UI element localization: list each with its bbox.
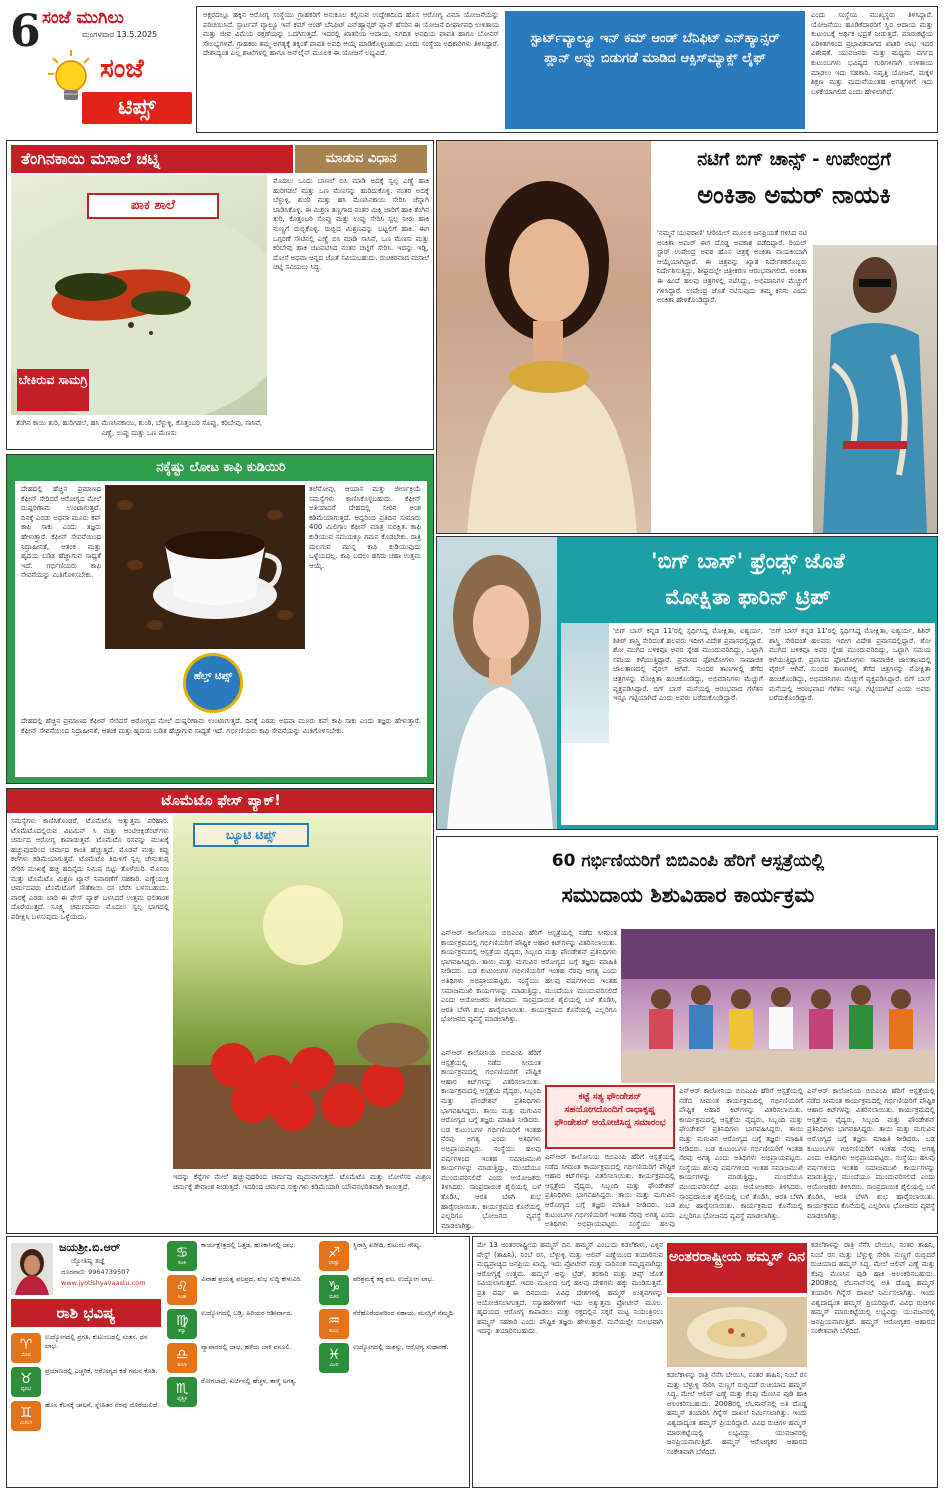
zodiac-name: ಸಿಂಹ — [177, 1294, 187, 1300]
bbmp-section — [436, 836, 938, 1234]
actress2-headline2: ಮೋಕ್ಷಿತಾ ಫಾರಿನ್ ಟ್ರಿಪ್ — [665, 585, 831, 609]
horoscope-sign-4 — [167, 1275, 313, 1305]
actress1-headline1: ನಟಿಗೆ ಬಿಗ್ ಚಾನ್ಸ್ - ಉಪೇಂದ್ರಗೆ — [697, 149, 891, 170]
zodiac-text: ಕಾರ್ಯಕ್ಷೇತ್ರದಲ್ಲಿ ಒತ್ತಡ, ಹಣಕಾಸಿನಲ್ಲಿ ಲಾಭ. — [201, 1241, 296, 1249]
coffee-text-left: ದೇಹದಲ್ಲಿ ಹೆಚ್ಚಿನ ಪ್ರಮಾಣದ ಕೆಫೀನ್ ಸೇರಿದರೆ ಆರೋಗ್ಯದ ಮೇಲೆ ದುಷ್ಪರಿಣಾಮ ಉಂಟಾಗುತ್ತದೆ. ದಿನಕ್ಕೆ ಎರಡು ಅಥವಾ ಮೂರು ಕಪ್ ಕಾಫಿ ಸಾಕು ಎಂದು ತಜ್ಞರು ಹೇಳುತ್ತಾರೆ. ಕೆಫೀನ್ ಸೇವನೆಯಿಂದ ನಿದ್ರಾಹೀನತೆ, ಆತಂಕ ಮತ್ತು ಹೃದಯ ಬಡಿತ ಹೆಚ್ಚಾಗುವ ಸಾಧ್ಯತೆ ಇದೆ. ಗರ್ಭಿಣಿಯರು ಕಾಫಿ ಸೇವನೆಯನ್ನು ಮಿತಿಗೊಳಿಸಬೇಕು. — [21, 485, 101, 580]
top-story-text: ಅಕ್ಷರದಲ್ಲೂ ಹಕ್ಕಿನ ಆರೋಗ್ಯ ಸಂಸ್ಥೆಯು ಗ್ರಾಹಕರಿಗೆ ಅನುಕೂಲ ಕಲ್ಪಿಸುವ ಉದ್ದೇಶದಿಂದ ಹೊಸ ಆರೋಗ್ಯ ವಿಮಾ ಯೋಜನೆಯನ್ನು ಪರಿಚಯಿಸಿದೆ. ಸ್ಟಾರ್ಟಪ್ ವ್ಯಾಲ್ಯೂ ಇನ್ ಕಮ್ ಆಂಡ್ ಬೆನಿಫಿಟ್ ಎನ್‌ಹ್ಯಾನ್ಸರ್ ಪ್ಲಾನ್ ಹೆಸರಿನ ಈ ಯೋಜನೆ ದೀರ್ಘಾವಧಿ ಉಳಿತಾಯ ಮತ್ತು ಜೀವ ವಿಮೆಯ ರಕ್ಷಣೆಯನ್ನು ಒದಗಿಸುತ್ತದೆ. ಇದರಲ್ಲಿ ಖಾತರಿಯ ಆದಾಯ, ನಿಗದಿತ ಅವಧಿಯ ಪಾವತಿ ಹಾಗೂ ಬೋನಸ್ ಸೌಲಭ್ಯಗಳಿವೆ. ಗ್ರಾಹಕರು ತಮ್ಮ ಅಗತ್ಯಕ್ಕೆ ತಕ್ಕಂತೆ ಪಾವತಿ ಅವಧಿ ಆಯ್ಕೆ ಮಾಡಿಕೊಳ್ಳಬಹುದು ಎಂದು ಸಂಸ್ಥೆಯ ಅಧಿಕಾರಿಗಳು ತಿಳಿಸಿದ್ದಾರೆ. ದೇಶಾದ್ಯಂತ ಎಲ್ಲ ಶಾಖೆಗಳಲ್ಲಿ ಹಾಗೂ ಆನ್‌ಲೈನ್ ಮೂಲಕ ಈ ಯೋಜನೆ ಲಭ್ಯವಿದೆ. — [203, 11, 499, 58]
bbmp-callout: ಕಟ್ಟೆ ಸತ್ಯ ಫೌಂಡೇಶನ್ ಸಹಯೋಗದೊಂದಿಗೆ ರಾಧಾಕೃಷ್ಣ ಫೌಂಡೇಶನ್ ಆಯೋಜಿಸಿದ್ದ ಸಮಾರಂಭ — [545, 1085, 675, 1149]
actress2-text-left: 'ಬಿಗ್ ಬಾಸ್ ಕನ್ನಡ 11'ರಲ್ಲಿ ಸ್ಪರ್ಧಿಸಿದ್ದ ಮೋಕ್ಷಿತಾ, ಐಶ್ವರ್ಯ, ಶಿಶಿರ್ ಶಾಸ್ತ್ರಿ ಸೇರಿದಂತೆ ಹಲವರು ಇದೀಗ ವಿದೇಶ ಪ್ರವಾಸದಲ್ಲಿದ್ದಾರೆ. ಶೋ ಮುಗಿದ ಬಳಿಕವೂ ಅವರ ಸ್ನೇಹ ಮುಂದುವರಿದಿದ್ದು, ಒಟ್ಟಾಗಿ ಸಮಯ ಕಳೆಯುತ್ತಿದ್ದಾರೆ. ಪ್ರವಾಸದ ಫೋಟೋಗಳು ಸಾಮಾಜಿಕ ಜಾಲತಾಣದಲ್ಲಿ ವೈರಲ್ ಆಗಿವೆ. ಸುಂದರ ತಾಣಗಳಲ್ಲಿ ತೆಗೆದ ಚಿತ್ರಗಳನ್ನು ಮೋಕ್ಷಿತಾ ಹಂಚಿಕೊಂಡಿದ್ದು, ಅಭಿಮಾನಿಗಳು ಮೆಚ್ಚುಗೆ ವ್ಯಕ್ತಪಡಿಸಿದ್ದಾರೆ. ಬಿಗ್ ಬಾಸ್ ಮನೆಯಲ್ಲಿ ಆರಂಭವಾದ ಗೆಳೆತನ ಇನ್ನೂ ಗಟ್ಟಿಯಾಗಿದೆ ಎಂದು ಅವರು ಬರೆದುಕೊಂಡಿದ್ದಾರೆ. — [613, 627, 763, 703]
issue-date: ಮಂಗಳವಾರ 13.5.2025 — [82, 30, 158, 39]
zodiac-icon — [11, 1333, 41, 1363]
astrology-section — [6, 1236, 470, 1488]
horoscope-sign-9 — [319, 1275, 467, 1305]
zodiac-icon — [319, 1275, 349, 1305]
zodiac-name: ಮೀನ — [329, 1362, 339, 1368]
zodiac-symbol: ♌ — [175, 1279, 189, 1295]
astrologer-phone: ದೂರವಾಣಿ: 9964739507 — [61, 1268, 130, 1276]
ingredients-label: ಬೇಕಿರುವ ಸಾಮಗ್ರಿ — [17, 369, 89, 411]
hummus-photo — [667, 1297, 807, 1367]
tomato-photo — [173, 815, 431, 1169]
recipe-title: ತೆಂಗಿನಕಾಯಿ ಮಸಾಲೆ ಚಟ್ನಿ — [11, 145, 293, 173]
horoscope-sign-11 — [319, 1343, 467, 1373]
zodiac-name: ಧನಸ್ಸು — [328, 1260, 340, 1266]
upendra-photo — [813, 245, 937, 533]
actress1-photo — [437, 141, 651, 534]
hummus-title: ಅಂತರರಾಷ್ಟ್ರೀಯ ಹಮ್ಮಸ್ ದಿನ — [667, 1243, 807, 1293]
recipe-section — [6, 140, 434, 450]
zodiac-text: ಉದ್ಯೋಗದಲ್ಲಿ ಪ್ರಗತಿ, ಕುಟುಂಬದಲ್ಲಿ ಸಂತಸ, ಧನ ಲಾಭ. — [45, 1333, 148, 1350]
horoscope-col1 — [11, 1333, 161, 1435]
coffee-text-bottom: ದೇಹದಲ್ಲಿ ಹೆಚ್ಚಿನ ಪ್ರಮಾಣದ ಕೆಫೀನ್ ಸೇರಿದರೆ ಆರೋಗ್ಯದ ಮೇಲೆ ದುಷ್ಪರಿಣಾಮ ಉಂಟಾಗುತ್ತದೆ. ದಿನಕ್ಕೆ ಎರಡು ಅಥವಾ ಮೂರು ಕಪ್ ಕಾಫಿ ಸಾಕು ಎಂದು ತಜ್ಞರು ಹೇಳುತ್ತಾರೆ. ಕೆಫೀನ್ ಸೇವನೆಯಿಂದ ನಿದ್ರಾಹೀನತೆ, ಆತಂಕ ಮತ್ತು ಹೃದಯ ಬಡಿತ ಹೆಚ್ಚಾಗುವ ಸಾಧ್ಯತೆ ಇದೆ. ಗರ್ಭಿಣಿಯರು ಕಾಫಿ ಸೇವನೆಯನ್ನು ಮಿತಿಗೊಳಿಸಬೇಕು. — [21, 717, 421, 735]
section-title: ಸಂಜೆ — [100, 54, 144, 84]
masthead — [8, 6, 196, 132]
hummus-text-right: ಕಡಲೆಕಾಳನ್ನು ರಾತ್ರಿ ನೆನೆಸಿ ಬೇಯಿಸಿ, ನಂತರ ತಾಹಿನಿ, ನಿಂಬೆ ರಸ ಮತ್ತು ಬೆಳ್ಳುಳ್ಳಿ ಸೇರಿಸಿ ನುಣ್ಣಗೆ ರುಬ್ಬಿದರೆ ರುಚಿಯಾದ ಹಮ್ಮಸ್ ಸಿದ್ಧ. ಮೇಲೆ ಆಲಿವ್ ಎಣ್ಣೆ ಮತ್ತು ಕೆಂಪು ಮೆಣಸಿನ ಪುಡಿ ಹಾಕಿ ಅಲಂಕರಿಸಬಹುದು. 2008ರಲ್ಲಿ ಲೆಬನಾನ್‌ನಲ್ಲಿ ಅತಿ ದೊಡ್ಡ ಹಮ್ಮಸ್ ತಯಾರಿಸಿ ಗಿನ್ನೆಸ್ ದಾಖಲೆ ನಿರ್ಮಿಸಲಾಗಿತ್ತು. ಇಂದು ವಿಶ್ವದಾದ್ಯಂತ ಹಮ್ಮಸ್ ಪ್ರಿಯರಿದ್ದಾರೆ. ವಿವಿಧ ರುಚಿಗಳ ಹಮ್ಮಸ್ ಮಾರುಕಟ್ಟೆಯಲ್ಲಿ ಲಭ್ಯವಿದ್ದು ಯುವಜನರಲ್ಲಿ ಜನಪ್ರಿಯವಾಗುತ್ತಿದೆ. ಹಮ್ಮಸ್ ಆರೋಗ್ಯಕರ ಆಹಾರದ ಸಂಕೇತವಾಗಿ ಬೆಳೆದಿದೆ. — [811, 1241, 935, 1336]
bbmp-text-left: ಎನ್ಆರ್ ಕಾಲೋನಿಯ ಬಿಬಿಎಂಪಿ ಹೆರಿಗೆ ಆಸ್ಪತ್ರೆಯಲ್ಲಿ ನಡೆದ ಸೀಮಂತ ಕಾರ್ಯಕ್ರಮದಲ್ಲಿ ಗರ್ಭಿಣಿಯರಿಗೆ ಪೌಷ್ಟಿಕ ಆಹಾರ ಕಿಟ್‌ಗಳನ್ನು ವಿತರಿಸಲಾಯಿತು. ಕಾರ್ಯಕ್ರಮದಲ್ಲಿ ಆಸ್ಪತ್ರೆಯ ವೈದ್ಯರು, ಸಿಬ್ಬಂದಿ ಮತ್ತು ಫೌಂಡೇಶನ್ ಪ್ರತಿನಿಧಿಗಳು ಭಾಗವಹಿಸಿದ್ದರು. ತಾಯಿ ಮತ್ತು ಮಗುವಿನ ಆರೋಗ್ಯದ ಬಗ್ಗೆ ತಜ್ಞರು ಮಾಹಿತಿ ನೀಡಿದರು. ಬಡ ಕುಟುಂಬಗಳ ಗರ್ಭಿಣಿಯರಿಗೆ ಇಂತಹ ನೆರವು ಅಗತ್ಯ ಎಂದು ಅತಿಥಿಗಳು ಅಭಿಪ್ರಾಯಪಟ್ಟರು. ಸಂಸ್ಥೆಯು ಹಲವು ವರ್ಷಗಳಿಂದ ಇಂತಹ ಸಮಾಜಮುಖಿ ಕಾರ್ಯಗಳನ್ನು ಮಾಡುತ್ತಿದ್ದು, ಮುಂದೆಯೂ ಮುಂದುವರಿಸಲಿದೆ ಎಂದು ಆಯೋಜಕರು ತಿಳಿಸಿದರು. ಸಾಂಪ್ರದಾಯಿಕ ಶೈಲಿಯಲ್ಲಿ ಬಳೆ ತೊಡಿಸಿ, ಆರತಿ ಬೆಳಗಿ ಶುಭ ಹಾರೈಸಲಾಯಿತು. ಕಾರ್ಯಕ್ರಮದ ಕೊನೆಯಲ್ಲಿ ಎಲ್ಲರಿಗೂ ಭೋಜನದ ವ್ಯವಸ್ಥೆ ಮಾಡಲಾಗಿತ್ತು. — [441, 1049, 541, 1230]
page-number: 6 — [10, 6, 41, 57]
zodiac-text: ಉದ್ಯೋಗದಲ್ಲಿ ಯಶಸ್ಸು, ಆರೋಗ್ಯ ಸುಧಾರಣೆ. — [353, 1343, 449, 1351]
zodiac-text: ವ್ಯಾಪಾರದಲ್ಲಿ ಲಾಭ, ಹಳೆಯ ಬಾಕಿ ವಸೂಲಿ. — [201, 1343, 292, 1351]
horoscope-col3 — [319, 1241, 467, 1377]
zodiac-icon — [11, 1401, 41, 1431]
zodiac-symbol: ♊ — [19, 1405, 33, 1421]
zodiac-symbol: ♋ — [175, 1245, 189, 1261]
ingredients-text: ತೆಂಗಿನ ಕಾಯಿ ತುರಿ, ಹುರಿಗಡಲೆ, ಹಸಿ ಮೆಣಸಿನಕಾಯಿ, ಶುಂಠಿ, ಬೆಳ್ಳುಳ್ಳಿ, ಕೊತ್ತಂಬರಿ ಸೊಪ್ಪು, ಕರಿಬೇವು, ಸಾಸಿವೆ, ಎಣ್ಣೆ, ಉಪ್ಪು ಮತ್ತು ಒಣ ಮೆಣಸು — [15, 419, 263, 437]
bbmp-text-mid: ಎನ್ಆರ್ ಕಾಲೋನಿಯ ಬಿಬಿಎಂಪಿ ಹೆರಿಗೆ ಆಸ್ಪತ್ರೆಯಲ್ಲಿ ನಡೆದ ಸೀಮಂತ ಕಾರ್ಯಕ್ರಮದಲ್ಲಿ ಗರ್ಭಿಣಿಯರಿಗೆ ಪೌಷ್ಟಿಕ ಆಹಾರ ಕಿಟ್‌ಗಳನ್ನು ವಿತರಿಸಲಾಯಿತು. ಕಾರ್ಯಕ್ರಮದಲ್ಲಿ ಆಸ್ಪತ್ರೆಯ ವೈದ್ಯರು, ಸಿಬ್ಬಂದಿ ಮತ್ತು ಫೌಂಡೇಶನ್ ಪ್ರತಿನಿಧಿಗಳು ಭಾಗವಹಿಸಿದ್ದರು. ತಾಯಿ ಮತ್ತು ಮಗುವಿನ ಆರೋಗ್ಯದ ಬಗ್ಗೆ ತಜ್ಞರು ಮಾಹಿತಿ ನೀಡಿದರು. ಬಡ ಕುಟುಂಬಗಳ ಗರ್ಭಿಣಿಯರಿಗೆ ಇಂತಹ ನೆರವು ಅಗತ್ಯ ಎಂದು ಅತಿಥಿಗಳು ಅಭಿಪ್ರಾಯಪಟ್ಟರು. ಸಂಸ್ಥೆಯು ಹಲವು — [545, 1153, 675, 1229]
bbmp-text-right: ಎನ್ಆರ್ ಕಾಲೋನಿಯ ಬಿಬಿಎಂಪಿ ಹೆರಿಗೆ ಆಸ್ಪತ್ರೆಯಲ್ಲಿ ನಡೆದ ಸೀಮಂತ ಕಾರ್ಯಕ್ರಮದಲ್ಲಿ ಗರ್ಭಿಣಿಯರಿಗೆ ಪೌಷ್ಟಿಕ ಆಹಾರ ಕಿಟ್‌ಗಳನ್ನು ವಿತರಿಸಲಾಯಿತು. ಕಾರ್ಯಕ್ರಮದಲ್ಲಿ ಆಸ್ಪತ್ರೆಯ ವೈದ್ಯರು, ಸಿಬ್ಬಂದಿ ಮತ್ತು ಫೌಂಡೇಶನ್ ಪ್ರತಿನಿಧಿಗಳು ಭಾಗವಹಿಸಿದ್ದರು. ತಾಯಿ ಮತ್ತು ಮಗುವಿನ ಆರೋಗ್ಯದ ಬಗ್ಗೆ ತಜ್ಞರು ಮಾಹಿತಿ ನೀಡಿದರು. ಬಡ ಕುಟುಂಬಗಳ ಗರ್ಭಿಣಿಯರಿಗೆ ಇಂತಹ ನೆರವು ಅಗತ್ಯ ಎಂದು ಅತಿಥಿಗಳು ಅಭಿಪ್ರಾಯಪಟ್ಟರು. ಸಂಸ್ಥೆಯು ಹಲವು ವರ್ಷಗಳಿಂದ ಇಂತಹ ಸಮಾಜಮುಖಿ ಕಾರ್ಯಗಳನ್ನು ಮಾಡುತ್ತಿದ್ದು, ಮುಂದೆಯೂ ಮುಂದುವರಿಸಲಿದೆ ಎಂದು ಆಯೋಜಕರು ತಿಳಿಸಿದರು. ಸಾಂಪ್ರದಾಯಿಕ ಶೈಲಿಯಲ್ಲಿ ಬಳೆ ತೊಡಿಸಿ, ಆರತಿ ಬೆಳಗಿ ಶುಭ ಹಾರೈಸಲಾಯಿತು. ಕಾರ್ಯಕ್ರಮದ ಕೊನೆಯಲ್ಲಿ ಎಲ್ಲರಿಗೂ ಭೋಜನದ ವ್ಯವಸ್ಥೆ ಮಾಡಲಾಗಿತ್ತು. — [807, 1087, 935, 1220]
tomato-title: ಟೊಮೆಟೊ ಫೇಸ್ ಪ್ಯಾಕ್! — [7, 789, 434, 813]
zodiac-icon — [167, 1309, 197, 1339]
zodiac-icon — [11, 1367, 41, 1397]
zodiac-text: ಸ್ಥಿರಾಸ್ತಿ ಖರೀದಿ, ಕುಟುಂಬ ಸೌಖ್ಯ. — [353, 1241, 422, 1249]
horoscope-sign-2 — [11, 1401, 161, 1431]
tomato-section — [6, 788, 434, 1234]
actress2-section — [436, 536, 938, 830]
top-story-headline: ಸ್ಟಾರ್ಟ್‌ವ್ಯಾಲ್ಯೂ ಇನ್ ಕಮ್ ಆಂಡ್ ಬೆನಿಫಿಟ್ ಎನ್‌ಹ್ಯಾನ್ಸರ್ ಪ್ಲಾನ್ ಅನ್ನು ಬಿಡುಗಡೆ ಮಾಡಿದ ಆಕ್ಸಿಸ್‌ಮ್ಯಾಕ್ಸ್ ಲೈಫ್ — [505, 11, 805, 129]
zodiac-text: ಉದ್ಯೋಗದಲ್ಲಿ ಬಡ್ತಿ, ಹಿರಿಯರ ಆಶೀರ್ವಾದ. — [201, 1309, 293, 1317]
zodiac-name: ಮೇಷ — [21, 1352, 31, 1358]
zodiac-symbol: ♏ — [175, 1381, 189, 1397]
horoscope-sign-6 — [167, 1343, 313, 1373]
horoscope-sign-0 — [11, 1333, 161, 1363]
zodiac-name: ಕನ್ಯಾ — [178, 1328, 186, 1334]
actress2-photo-inset — [561, 623, 609, 743]
tomato-text: ಸಮಸ್ಯೆಗಳು ಕಾಣಿಸಿಕೊಂಡರೆ, ಟೊಮೆಟೊ ಅತ್ಯುತ್ತಮ ಪರಿಹಾರ. ಟೊಮೆಟೊದಲ್ಲಿರುವ ವಿಟಮಿನ್ ಸಿ ಮತ್ತು ಆಂಟಿಆಕ್ಸಿಡೆಂಟ್‌ಗಳು ಚರ್ಮದ ಆರೋಗ್ಯ ಕಾಪಾಡುತ್ತವೆ. ಟೊಮೆಟೊ ರಸವನ್ನು ಮುಖಕ್ಕೆ ಹಚ್ಚುವುದರಿಂದ ಚರ್ಮದ ಕಾಂತಿ ಹೆಚ್ಚುತ್ತದೆ. ಮೊಡವೆ ಮತ್ತು ಕಪ್ಪು ಕಲೆಗಳು ಕಡಿಮೆಯಾಗುತ್ತವೆ. ಟೊಮೆಟೊ ತಿರುಳಿಗೆ ಸ್ವಲ್ಪ ಜೇನುತುಪ್ಪ ಸೇರಿಸಿ ಮುಖಕ್ಕೆ ಹಚ್ಚಿ ಹದಿನೈದು ನಿಮಿಷ ಬಿಟ್ಟು ತೊಳೆಯಿರಿ. ಮೊಸರು ಮತ್ತು ಟೊಮೆಟೊ ಮಿಶ್ರಣ ಟ್ಯಾನ್ ನಿವಾರಣೆಗೆ ಸಹಕಾರಿ. ಎಣ್ಣೆಯುಕ್ತ ಚರ್ಮದವರು ಟೊಮೆಟೊಗೆ ಸೌತೆಕಾಯಿ ರಸ ಬೆರೆಸಿ ಬಳಸಬಹುದು. ವಾರಕ್ಕೆ ಎರಡು ಬಾರಿ ಈ ಫೇಸ್ ಪ್ಯಾಕ್ ಬಳಸಿದರೆ ಉತ್ತಮ ಫಲಿತಾಂಶ ದೊರೆಯುತ್ತದೆ. ಸೂಕ್ಷ್ಮ ಚರ್ಮದವರು ಮೊದಲು ಸ್ವಲ್ಪ ಭಾಗದಲ್ಲಿ ಪರೀಕ್ಷಿಸಿ ಬಳಸುವುದು ಒಳ್ಳೆಯದು. — [11, 817, 169, 921]
actress1-text: 'ನಮ್ಮನೆ ಯುವರಾಣಿ' ಸೀರಿಯಲ್ ಮೂಲಕ ಜನಪ್ರಿಯತೆ ಗಳಿಸಿದ ನಟಿ ಅಂಕಿತಾ ಅಮರ್ ಈಗ ದೊಡ್ಡ ಅವಕಾಶ ಪಡೆದಿದ್ದಾರೆ. ರಿಯಲ್ ಸ್ಟಾರ್ ಉಪೇಂದ್ರ ಅವರ ಹೊಸ ಚಿತ್ರಕ್ಕೆ ಅಂಕಿತಾ ನಾಯಕಿಯಾಗಿ ಆಯ್ಕೆಯಾಗಿದ್ದಾರೆ. ಈ ಚಿತ್ರವನ್ನು ಖ್ಯಾತ ನಿರ್ದೇಶಕರೊಬ್ಬರು ನಿರ್ದೇಶಿಸುತ್ತಿದ್ದು, ಶೀಘ್ರದಲ್ಲೇ ಚಿತ್ರೀಕರಣ ಆರಂಭವಾಗಲಿದೆ. ಅಂಕಿತಾ ಈ ಹಿಂದೆ ಹಲವು ಚಿತ್ರಗಳಲ್ಲಿ ನಟಿಸಿದ್ದು, ಅಭಿಮಾನಿಗಳ ಮೆಚ್ಚುಗೆ ಗಳಿಸಿದ್ದಾರೆ. ಉಪೇಂದ್ರ ಜೊತೆ ನಟಿಸುವುದು ತಮ್ಮ ಕನಸು ಎಂದು ಅಂಕಿತಾ ಹೇಳಿಕೊಂಡಿದ್ದಾರೆ. — [657, 229, 807, 305]
zodiac-name: ವೃಶ್ಚಿಕ — [177, 1396, 187, 1402]
hummus-text-mid: ಕಡಲೆಕಾಳನ್ನು ರಾತ್ರಿ ನೆನೆಸಿ ಬೇಯಿಸಿ, ನಂತರ ತಾಹಿನಿ, ನಿಂಬೆ ರಸ ಮತ್ತು ಬೆಳ್ಳುಳ್ಳಿ ಸೇರಿಸಿ ನುಣ್ಣಗೆ ರುಬ್ಬಿದರೆ ರುಚಿಯಾದ ಹಮ್ಮಸ್ ಸಿದ್ಧ. ಮೇಲೆ ಆಲಿವ್ ಎಣ್ಣೆ ಮತ್ತು ಕೆಂಪು ಮೆಣಸಿನ ಪುಡಿ ಹಾಕಿ ಅಲಂಕರಿಸಬಹುದು. 2008ರಲ್ಲಿ ಲೆಬನಾನ್‌ನಲ್ಲಿ ಅತಿ ದೊಡ್ಡ ಹಮ್ಮಸ್ ತಯಾರಿಸಿ ಗಿನ್ನೆಸ್ ದಾಖಲೆ ನಿರ್ಮಿಸಲಾಗಿತ್ತು. ಇಂದು ವಿಶ್ವದಾದ್ಯಂತ ಹಮ್ಮಸ್ ಪ್ರಿಯರಿದ್ದಾರೆ. ವಿವಿಧ ರುಚಿಗಳ ಹಮ್ಮಸ್ ಮಾರುಕಟ್ಟೆಯಲ್ಲಿ ಲಭ್ಯವಿದ್ದು ಯುವಜನರಲ್ಲಿ ಜನಪ್ರಿಯವಾಗುತ್ತಿದೆ. ಹಮ್ಮಸ್ ಆರೋಗ್ಯಕರ ಆಹಾರದ ಸಂಕೇತವಾಗಿ ಬೆಳೆದಿದೆ. — [667, 1371, 807, 1456]
astrologer-role: ಜ್ಯೋತಿಷ್ಯ ತಜ್ಞೆ — [71, 1257, 105, 1265]
zodiac-text: ನೆರೆಹೊರೆಯವರಿಂದ ಸಹಾಯ, ಮನಸ್ಸಿಗೆ ನೆಮ್ಮದಿ. — [353, 1309, 455, 1317]
zodiac-name: ವೃಷಭ — [20, 1386, 32, 1392]
zodiac-symbol: ♉ — [19, 1371, 33, 1387]
zodiac-name: ಕಟಕ — [178, 1260, 186, 1266]
coffee-title: ನಕ್ಕೆಷ್ಟು ಲೋಟ ಕಾಫಿ ಕುಡಿಯಿರಿ — [156, 460, 286, 475]
section-subtitle: ಟಿಪ್ಸ್ — [82, 92, 192, 124]
actress1-section — [436, 140, 938, 534]
actress2-text-right: 'ಬಿಗ್ ಬಾಸ್ ಕನ್ನಡ 11'ರಲ್ಲಿ ಸ್ಪರ್ಧಿಸಿದ್ದ ಮೋಕ್ಷಿತಾ, ಐಶ್ವರ್ಯ, ಶಿಶಿರ್ ಶಾಸ್ತ್ರಿ ಸೇರಿದಂತೆ ಹಲವರು ಇದೀಗ ವಿದೇಶ ಪ್ರವಾಸದಲ್ಲಿದ್ದಾರೆ. ಶೋ ಮುಗಿದ ಬಳಿಕವೂ ಅವರ ಸ್ನೇಹ ಮುಂದುವರಿದಿದ್ದು, ಒಟ್ಟಾಗಿ ಸಮಯ ಕಳೆಯುತ್ತಿದ್ದಾರೆ. ಪ್ರವಾಸದ ಫೋಟೋಗಳು ಸಾಮಾಜಿಕ ಜಾಲತಾಣದಲ್ಲಿ ವೈರಲ್ ಆಗಿವೆ. ಸುಂದರ ತಾಣಗಳಲ್ಲಿ ತೆಗೆದ ಚಿತ್ರಗಳನ್ನು ಮೋಕ್ಷಿತಾ ಹಂಚಿಕೊಂಡಿದ್ದು, ಅಭಿಮಾನಿಗಳು ಮೆಚ್ಚುಗೆ ವ್ಯಕ್ತಪಡಿಸಿದ್ದಾರೆ. ಬಿಗ್ ಬಾಸ್ ಮನೆಯಲ್ಲಿ ಆರಂಭವಾದ ಗೆಳೆತನ ಇನ್ನೂ ಗಟ್ಟಿಯಾಗಿದೆ ಎಂದು ಅವರು ಬರೆದುಕೊಂಡಿದ್ದಾರೆ. — [769, 627, 931, 703]
zodiac-text: ಹೊಸ ಕೆಲಸಕ್ಕೆ ಚಾಲನೆ, ಸ್ನೇಹಿತರ ನೆರವು ದೊರೆಯಲಿದೆ. — [45, 1401, 160, 1409]
bbmp-headline1: 60 ಗರ್ಭಿಣಿಯರಿಗೆ ಬಿಬಿಎಂಪಿ ಹೆರಿಗೆ ಆಸ್ಪತ್ರೆಯಲ್ಲಿ — [551, 851, 825, 871]
horoscope-col2 — [167, 1241, 313, 1411]
zodiac-icon — [319, 1343, 349, 1373]
hummus-text-left: ಮೇ 13 ಅಂತರರಾಷ್ಟ್ರೀಯ ಹಮ್ಮಸ್ ದಿನ. ಹಮ್ಮಸ್ ಎಂಬುದು ಕಡಲೆಕಾಳು, ಎಳ್ಳಿನ ಪೇಸ್ಟ್ (ತಾಹಿನಿ), ನಿಂಬೆ ರಸ, ಬೆಳ್ಳುಳ್ಳಿ ಮತ್ತು ಆಲಿವ್ ಎಣ್ಣೆಯಿಂದ ತಯಾರಿಸುವ ಮಧ್ಯಪ್ರಾಚ್ಯದ ಜನಪ್ರಿಯ ಖಾದ್ಯ. ಇದು ಪ್ರೋಟೀನ್ ಮತ್ತು ನಾರಿನಂಶ ಸಮೃದ್ಧವಾಗಿದ್ದು ಆರೋಗ್ಯಕ್ಕೆ ಉತ್ತಮ. ಹಮ್ಮಸ್ ಅನ್ನು ಬ್ರೆಡ್, ತರಕಾರಿ ಮತ್ತು ಚಿಪ್ಸ್ ಜೊತೆ ಸವಿಯಲಾಗುತ್ತದೆ. ಇದರ ಮೂಲದ ಬಗ್ಗೆ ಹಲವು ದೇಶಗಳು ಹಕ್ಕು ಮಂಡಿಸುತ್ತವೆ. ಪ್ರತಿ ವರ್ಷ ಈ ದಿನದಂದು ವಿವಿಧ ದೇಶಗಳಲ್ಲಿ ಹಮ್ಮಸ್ ಉತ್ಸವಗಳನ್ನು ಆಯೋಜಿಸಲಾಗುತ್ತದೆ. ಸಸ್ಯಾಹಾರಿಗಳಿಗೆ ಇದು ಅತ್ಯುತ್ತಮ ಪ್ರೋಟೀನ್ ಮೂಲ. ಹೃದಯದ ಆರೋಗ್ಯ ಕಾಪಾಡಲು ಮತ್ತು ರಕ್ತದಲ್ಲಿನ ಸಕ್ಕರೆ ಮಟ್ಟ ನಿಯಂತ್ರಿಸಲು ಹಮ್ಮಸ್ ಸಹಕಾರಿ ಎಂದು ಪೌಷ್ಟಿಕ ತಜ್ಞರು ಹೇಳುತ್ತಾರೆ. ಮನೆಯಲ್ಲೇ ಸುಲಭವಾಗಿ ಇದನ್ನು ತಯಾರಿಸಬಹುದು. — [477, 1241, 663, 1336]
method-label: ಮಾಡುವ ವಿಧಾನ — [295, 145, 427, 173]
coffee-text-right: ತಲೆನೋವು, ಆಯಾಸ ಮತ್ತು ಜೀರ್ಣಕ್ರಿಯೆ ಸಮಸ್ಯೆಗಳು ಕಾಣಿಸಿಕೊಳ್ಳಬಹುದು. ಕೆಫೀನ್ ಅತಿಯಾದರೆ ದೇಹದಲ್ಲಿ ನೀರಿನ ಅಂಶ ಕಡಿಮೆಯಾಗುತ್ತದೆ. ಆದ್ದರಿಂದ ಪ್ರತಿದಿನ ಸುಮಾರು 400 ಮಿಲಿಗ್ರಾಂ ಕೆಫೀನ್ ಮಾತ್ರ ಸುರಕ್ಷಿತ. ಕಾಫಿ ಕುಡಿಯುವ ಸಮಯಕ್ಕೂ ಗಮನ ಕೊಡಬೇಕು. ರಾತ್ರಿ ಮಲಗುವ ಮುನ್ನ ಕಾಫಿ ಕುಡಿಯುವುದು ಒಳ್ಳೆಯದಲ್ಲ. ಕಾಫಿ ಬದಲು ಹಸಿರು ಚಹಾ ಉತ್ತಮ ಆಯ್ಕೆ. — [309, 485, 421, 570]
zodiac-symbol: ♈ — [19, 1337, 33, 1353]
horoscope-sign-3 — [167, 1241, 313, 1271]
zodiac-text: ವಿವಾಹ ಪ್ರಯತ್ನ ಫಲಪ್ರದ, ಶುಭ ಸುದ್ದಿ ಕೇಳುವಿರಿ. — [201, 1275, 303, 1283]
zodiac-symbol: ♒ — [327, 1313, 341, 1329]
actress2-photo — [437, 537, 557, 830]
zodiac-icon — [167, 1241, 197, 1271]
astrologer-website[interactable]: www.jyotishyavaastu.com — [61, 1279, 146, 1287]
zodiac-symbol: ♑ — [327, 1279, 341, 1295]
bbmp-text-mid2: ಎನ್ಆರ್ ಕಾಲೋನಿಯ ಬಿಬಿಎಂಪಿ ಹೆರಿಗೆ ಆಸ್ಪತ್ರೆಯಲ್ಲಿ ನಡೆದ ಸೀಮಂತ ಕಾರ್ಯಕ್ರಮದಲ್ಲಿ ಗರ್ಭಿಣಿಯರಿಗೆ ಪೌಷ್ಟಿಕ ಆಹಾರ ಕಿಟ್‌ಗಳನ್ನು ವಿತರಿಸಲಾಯಿತು. ಕಾರ್ಯಕ್ರಮದಲ್ಲಿ ಆಸ್ಪತ್ರೆಯ ವೈದ್ಯರು, ಸಿಬ್ಬಂದಿ ಮತ್ತು ಫೌಂಡೇಶನ್ ಪ್ರತಿನಿಧಿಗಳು ಭಾಗವಹಿಸಿದ್ದರು. ತಾಯಿ ಮತ್ತು ಮಗುವಿನ ಆರೋಗ್ಯದ ಬಗ್ಗೆ ತಜ್ಞರು ಮಾಹಿತಿ ನೀಡಿದರು. ಬಡ ಕುಟುಂಬಗಳ ಗರ್ಭಿಣಿಯರಿಗೆ ಇಂತಹ ನೆರವು ಅಗತ್ಯ ಎಂದು ಅತಿಥಿಗಳು ಅಭಿಪ್ರಾಯಪಟ್ಟರು. ಸಂಸ್ಥೆಯು ಹಲವು ವರ್ಷಗಳಿಂದ ಇಂತಹ ಸಮಾಜಮುಖಿ ಕಾರ್ಯಗಳನ್ನು ಮಾಡುತ್ತಿದ್ದು, ಮುಂದೆಯೂ ಮುಂದುವರಿಸಲಿದೆ ಎಂದು ಆಯೋಜಕರು ತಿಳಿಸಿದರು. ಸಾಂಪ್ರದಾಯಿಕ ಶೈಲಿಯಲ್ಲಿ ಬಳೆ ತೊಡಿಸಿ, ಆರತಿ ಬೆಳಗಿ ಶುಭ ಹಾರೈಸಲಾಯಿತು. ಕಾರ್ಯಕ್ರಮದ ಕೊನೆಯಲ್ಲಿ ಎಲ್ಲರಿಗೂ ಭೋಜನದ ವ್ಯವಸ್ಥೆ ಮಾಡಲಾಗಿತ್ತು. — [679, 1087, 803, 1220]
coffee-photo — [105, 485, 305, 649]
actress1-headline2: ಅಂಕಿತಾ ಅಮರ್ ನಾಯಕಿ — [697, 181, 891, 209]
zodiac-icon — [319, 1241, 349, 1271]
astrologer-photo — [11, 1243, 53, 1295]
zodiac-text: ರೋಗಬಾಧೆ, ಖರ್ಚಿನಲ್ಲಿ ಹೆಚ್ಚಳ, ತಾಳ್ಮೆ ಅಗತ್ಯ. — [201, 1377, 297, 1385]
zodiac-symbol: ♍ — [175, 1313, 189, 1329]
actress2-headline1: 'ಬಿಗ್ ಬಾಸ್' ಫ್ರೆಂಡ್ಸ್ ಜೊತೆ — [651, 549, 845, 573]
horoscope-sign-7 — [167, 1377, 313, 1407]
bbmp-text-top: ಎನ್ಆರ್ ಕಾಲೋನಿಯ ಬಿಬಿಎಂಪಿ ಹೆರಿಗೆ ಆಸ್ಪತ್ರೆಯಲ್ಲಿ ನಡೆದ ಸೀಮಂತ ಕಾರ್ಯಕ್ರಮದಲ್ಲಿ ಗರ್ಭಿಣಿಯರಿಗೆ ಪೌಷ್ಟಿಕ ಆಹಾರ ಕಿಟ್‌ಗಳನ್ನು ವಿತರಿಸಲಾಯಿತು. ಕಾರ್ಯಕ್ರಮದಲ್ಲಿ ಆಸ್ಪತ್ರೆಯ ವೈದ್ಯರು, ಸಿಬ್ಬಂದಿ ಮತ್ತು ಫೌಂಡೇಶನ್ ಪ್ರತಿನಿಧಿಗಳು ಭಾಗವಹಿಸಿದ್ದರು. ತಾಯಿ ಮತ್ತು ಮಗುವಿನ ಆರೋಗ್ಯದ ಬಗ್ಗೆ ತಜ್ಞರು ಮಾಹಿತಿ ನೀಡಿದರು. ಬಡ ಕುಟುಂಬಗಳ ಗರ್ಭಿಣಿಯರಿಗೆ ಇಂತಹ ನೆರವು ಅಗತ್ಯ ಎಂದು ಅತಿಥಿಗಳು ಅಭಿಪ್ರಾಯಪಟ್ಟರು. ಸಂಸ್ಥೆಯು ಹಲವು ವರ್ಷಗಳಿಂದ ಇಂತಹ ಸಮಾಜಮುಖಿ ಕಾರ್ಯಗಳನ್ನು ಮಾಡುತ್ತಿದ್ದು, ಮುಂದೆಯೂ ಮುಂದುವರಿಸಲಿದೆ ಎಂದು ಆಯೋಜಕರು ತಿಳಿಸಿದರು. ಸಾಂಪ್ರದಾಯಿಕ ಶೈಲಿಯಲ್ಲಿ ಬಳೆ ತೊಡಿಸಿ, ಆರತಿ ಬೆಳಗಿ ಶುಭ ಹಾರೈಸಲಾಯಿತು. ಕಾರ್ಯಕ್ರಮದ ಕೊನೆಯಲ್ಲಿ ಎಲ್ಲರಿಗೂ ಭೋಜನದ ವ್ಯವಸ್ಥೆ ಮಾಡಲಾಗಿತ್ತು. — [441, 929, 617, 1024]
zodiac-name: ಕುಂಭ — [329, 1328, 339, 1334]
zodiac-name: ಮಿಥುನ — [19, 1420, 33, 1426]
top-story-right-text: ಎಂದು ಸಂಸ್ಥೆಯ ಮುಖ್ಯಸ್ಥರು ತಿಳಿಸಿದ್ದಾರೆ. ಯೋಜನೆಯು ಹೂಡಿಕೆದಾರರಿಗೆ ಸ್ಥಿರ ಆದಾಯ ಮತ್ತು ಕುಟುಂಬಕ್ಕೆ ಆರ್ಥಿಕ ಭದ್ರತೆ ನೀಡುತ್ತದೆ. ಮಾರುಕಟ್ಟೆಯ ಏರಿಳಿತಗಳಿಂದ ಪ್ರಭಾವಿತವಾಗದ ಖಾತರಿ ಲಾಭ ಇದರ ವಿಶೇಷತೆ. ಯುವಜನರು ಮತ್ತು ಮಧ್ಯಮ ವರ್ಗದ ಕುಟುಂಬಗಳು ಭವಿಷ್ಯದ ಗುರಿಗಳಿಗಾಗಿ ಉಳಿತಾಯ ಮಾಡಲು ಇದು ಸಹಕಾರಿ. ನಿವೃತ್ತಿ ಯೋಜನೆ, ಮಕ್ಕಳ ಶಿಕ್ಷಣ ಮತ್ತು ಮದುವೆಯಂತಹ ಅಗತ್ಯಗಳಿಗೆ ಇದು ಬಳಕೆಯಾಗಲಿದೆ ಎಂದು ಹೇಳಲಾಗಿದೆ. — [811, 11, 933, 96]
astrologer-name: ಜಯಶ್ರೀ.ಬಿ.ಆರ್ — [59, 1241, 121, 1254]
zodiac-name: ಮಕರ — [329, 1294, 339, 1300]
zodiac-name: ತುಲಾ — [177, 1362, 187, 1368]
horoscope-sign-1 — [11, 1367, 161, 1397]
zodiac-icon — [167, 1343, 197, 1373]
horoscope-sign-10 — [319, 1309, 467, 1339]
horoscope-title: ರಾಶಿ ಭವಿಷ್ಯ — [11, 1299, 161, 1327]
zodiac-icon — [167, 1275, 197, 1305]
zodiac-icon — [319, 1309, 349, 1339]
top-story — [196, 6, 938, 133]
hummus-section — [472, 1236, 938, 1488]
bbmp-headline2: ಸಮುದಾಯ ಶಿಶುವಿಹಾರ ಕಾರ್ಯಕ್ರಮ — [561, 883, 815, 907]
paper-name: ಸಂಜೆ ಮುಗಿಲು — [42, 8, 124, 28]
zodiac-text: ಪರಿಶ್ರಮಕ್ಕೆ ತಕ್ಕ ಫಲ, ಉದ್ಯೋಗ ಲಾಭ. — [353, 1275, 435, 1283]
health-tips-badge: ಹೆಲ್ತ್ ಟಿಪ್ಸ್ — [183, 653, 243, 713]
tomato-caption: ಇದನ್ನು ಕೆನ್ನೆಗಳ ಮೇಲೆ ಹಚ್ಚುವುದರಿಂದ ಚರ್ಮವು ಮೃದುವಾಗುತ್ತದೆ. ಟೊಮೆಟೊ ಮತ್ತು ಲೋಳೆಸರ ಮಿಶ್ರಣ ಚರ್ಮಕ್ಕೆ ತೇವಾಂಶ ನೀಡುತ್ತದೆ. ಇದರಿಂದ ಚರ್ಮದ ಸುಕ್ಕುಗಳು ಕಡಿಮೆಯಾಗಿ ಯೌವನಭರಿತವಾಗಿ ಕಾಣುತ್ತದೆ. — [173, 1173, 431, 1191]
beauty-tips-badge: ಬ್ಯೂಟಿ ಟಿಪ್ಸ್ — [193, 823, 309, 847]
kitchen-label: ಪಾಕ ಶಾಲೆ — [87, 193, 219, 219]
method-text: ಮೊದಲು ಒಂದು ಬಾಣಲೆ ಬಿಸಿ ಮಾಡಿ ಅದಕ್ಕೆ ಸ್ವಲ್ಪ ಎಣ್ಣೆ ಹಾಕಿ ಹುರಿಗಡಲೆ ಮತ್ತು ಒಣ ಮೆಣಸನ್ನು ಹುರಿದುಕೊಳ್ಳಿ. ನಂತರ ಅದಕ್ಕೆ ಬೆಳ್ಳುಳ್ಳಿ, ಶುಂಠಿ ಮತ್ತು ಹಸಿ ಮೆಣಸಿನಕಾಯಿ ಸೇರಿಸಿ ಚೆನ್ನಾಗಿ ಬಾಡಿಸಿಕೊಳ್ಳಿ. ಈ ಮಿಶ್ರಣ ತಣ್ಣಗಾದ ನಂತರ ಮಿಕ್ಸಿ ಜಾರಿಗೆ ಹಾಕಿ ತೆಂಗಿನ ತುರಿ, ಕೊತ್ತಂಬರಿ ಸೊಪ್ಪು ಮತ್ತು ಉಪ್ಪು ಸೇರಿಸಿ ಸ್ವಲ್ಪ ನೀರು ಹಾಕಿ ನುಣ್ಣಗೆ ರುಬ್ಬಿಕೊಳ್ಳಿ. ರುಬ್ಬಿದ ಮಿಶ್ರಣವನ್ನು ಬಟ್ಟಲಿಗೆ ಹಾಕಿ. ಈಗ ಒಗ್ಗರಣೆ ಸೌಟಿನಲ್ಲಿ ಎಣ್ಣೆ ಬಿಸಿ ಮಾಡಿ ಸಾಸಿವೆ, ಒಣ ಮೆಣಸು ಮತ್ತು ಕರಿಬೇವು ಹಾಕಿ ಚಟಪಟಿಸಿದ ನಂತರ ಚಟ್ನಿಗೆ ಸೇರಿಸಿ. ಇದನ್ನು ಇಡ್ಲಿ, ದೋಸೆ ಅಥವಾ ಅನ್ನದ ಜೊತೆ ಸವಿಯಬಹುದು. ರುಚಿಕರವಾದ ಮಸಾಲೆ ಚಟ್ನಿ ಸವಿಯಲು ಸಿದ್ಧ. — [273, 177, 429, 272]
bbmp-event-photo — [621, 929, 935, 1083]
zodiac-symbol: ♐ — [327, 1245, 341, 1261]
zodiac-symbol: ♎ — [175, 1347, 189, 1363]
zodiac-symbol: ♓ — [327, 1347, 341, 1363]
coffee-section — [6, 454, 434, 784]
zodiac-icon — [167, 1377, 197, 1407]
horoscope-sign-5 — [167, 1309, 313, 1339]
horoscope-sign-8 — [319, 1241, 467, 1271]
zodiac-text: ಪ್ರಯಾಣದಲ್ಲಿ ಎಚ್ಚರಿಕೆ, ಆರೋಗ್ಯದ ಕಡೆ ಗಮನ ಕೊಡಿ. — [45, 1367, 158, 1375]
